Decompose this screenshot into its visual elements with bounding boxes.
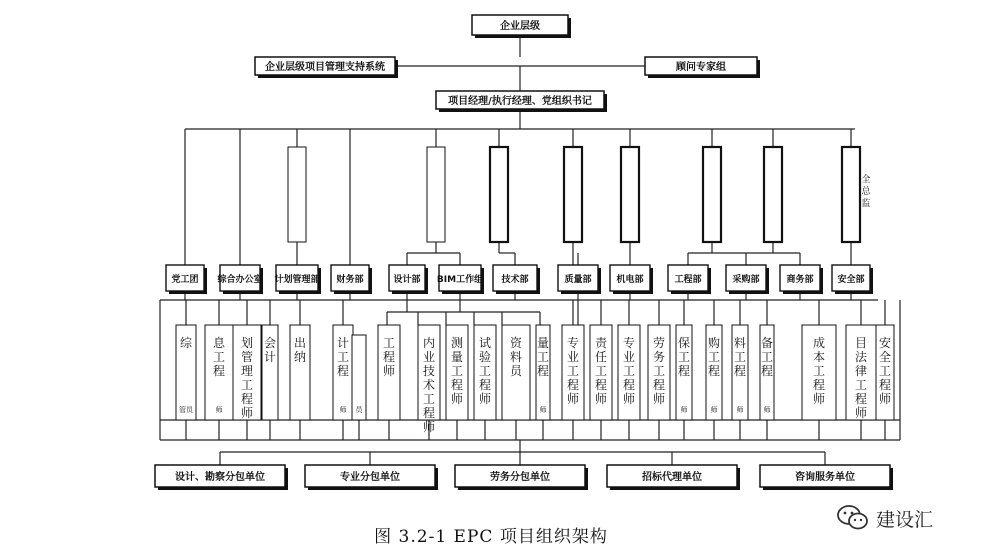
department-label-7: 技术部 — [501, 275, 529, 285]
role-label-17 — [653, 335, 665, 406]
role-label-16 — [623, 335, 635, 406]
role-label-6-char: 工 — [336, 350, 350, 364]
unit-label-4: 招标代理单位 — [642, 472, 702, 483]
role-label-18-char: 工 — [677, 350, 691, 364]
role-label-6-char: 计 — [336, 336, 350, 350]
role-label-9-char: 技 — [422, 364, 436, 378]
role-label-23-char: 程 — [854, 392, 868, 406]
role-label-14-char: 专 — [566, 336, 580, 350]
role-label-10-char: 工 — [450, 364, 464, 378]
role-label-23-char: 律 — [854, 364, 868, 378]
department-label-3: 计划管理部 — [274, 275, 320, 285]
role-label-16-char: 师 — [622, 392, 636, 406]
role-label-6 — [337, 335, 349, 378]
role-label-23-char: 师 — [854, 406, 868, 420]
role-label-9 — [423, 335, 435, 434]
role-label-24-char: 全 — [878, 350, 892, 364]
role-label-18-char: 程 — [677, 364, 691, 378]
role-label-24-char: 程 — [878, 378, 892, 392]
role-label-10-char: 测 — [450, 336, 464, 350]
role-label-15-char: 师 — [594, 392, 608, 406]
deputy-box-8 — [842, 147, 860, 242]
role-label-19-char: 程 — [707, 364, 721, 378]
role-label-12-char: 料 — [509, 350, 523, 364]
role-label-17-char: 务 — [652, 350, 666, 364]
department-label-11: 采购部 — [732, 275, 760, 285]
role-label-5-char: 纳 — [293, 350, 307, 364]
role-sub-7: 员 — [355, 406, 363, 414]
role-label-22-char: 程 — [812, 378, 826, 392]
role-label-3-char: 程 — [240, 392, 254, 406]
deputy-box-7 — [764, 147, 782, 242]
role-label-24-char: 安 — [878, 336, 892, 350]
role-label-6-char: 程 — [336, 364, 350, 378]
department-label-13: 安全部 — [837, 275, 865, 285]
department-label-5: 设计部 — [393, 275, 421, 285]
role-label-21-char: 备 — [760, 336, 774, 350]
role-label-3-char: 师 — [240, 406, 254, 420]
role-label-13-char: 量 — [536, 336, 550, 350]
role-label-15 — [595, 335, 608, 406]
department-label-12: 商务部 — [786, 275, 814, 285]
department-label-9: 机电部 — [616, 275, 644, 285]
role-label-14-char: 师 — [566, 392, 580, 406]
role-label-11 — [479, 336, 491, 406]
role-label-3 — [241, 335, 253, 420]
deputy-box-3 — [490, 147, 508, 242]
role-label-10 — [451, 336, 463, 406]
deputy-box-2 — [427, 147, 445, 242]
watermark — [836, 500, 976, 536]
role-label-9-char: 工 — [422, 392, 436, 406]
role-label-19 — [708, 335, 720, 378]
role-label-22-char: 工 — [812, 364, 826, 378]
role-label-11-char: 师 — [478, 392, 492, 406]
role-label-24-char: 工 — [878, 364, 892, 378]
role-label-9-char: 业 — [422, 350, 436, 364]
role-label-21-char: 程 — [760, 364, 774, 378]
department-label-8: 质量部 — [564, 275, 592, 285]
deputy-label-9-char: 全 — [861, 175, 871, 185]
role-label-16-char: 程 — [622, 378, 636, 392]
role-label-22 — [813, 335, 825, 406]
role-sub-21: 师 — [763, 406, 771, 414]
role-label-21-char: 工 — [760, 350, 774, 364]
role-label-22-char: 师 — [812, 392, 826, 406]
role-label-1 — [180, 335, 193, 350]
role-label-9-char: 内 — [422, 336, 436, 350]
role-label-8-char: 工 — [382, 336, 396, 350]
role-label-9-char: 程 — [422, 406, 436, 420]
role-label-5 — [294, 335, 306, 364]
role-label-16-char: 专 — [622, 336, 636, 350]
role-label-19-char: 工 — [707, 350, 721, 364]
role-label-24-char: 师 — [878, 392, 892, 406]
role-label-9-char: 师 — [422, 420, 436, 434]
role-label-23-char: 法 — [854, 350, 868, 364]
role-label-2-char: 程 — [212, 364, 226, 378]
unit-label-1: 设计、勘察分包单位 — [175, 472, 265, 483]
role-label-21 — [761, 336, 773, 378]
unit-label-3: 劳务分包单位 — [490, 472, 550, 483]
deputy-box-4 — [564, 147, 582, 242]
role-label-3-char: 划 — [240, 336, 254, 350]
role-label-11-char: 工 — [478, 364, 492, 378]
role-sub-2: 师 — [215, 406, 223, 414]
role-label-14 — [567, 335, 579, 406]
role-label-4-char: 计 — [263, 350, 277, 364]
expert-group-label: 顾问专家组 — [676, 62, 726, 73]
role-label-20 — [734, 335, 746, 378]
wechat-icon — [836, 503, 870, 533]
role-label-15-char: 任 — [594, 350, 608, 364]
role-label-17-char: 师 — [652, 392, 666, 406]
role-label-10-char: 师 — [450, 392, 464, 406]
role-label-17-char: 劳 — [652, 336, 666, 350]
role-label-20-char: 工 — [733, 350, 747, 364]
role-label-12-char: 员 — [509, 364, 523, 378]
role-label-17-char: 程 — [652, 378, 666, 392]
role-label-18-char: 保 — [677, 336, 691, 350]
role-label-23-char: 目 — [854, 336, 868, 350]
role-label-8 — [383, 336, 395, 378]
role-label-14-char: 工 — [566, 364, 580, 378]
role-label-3-char: 管 — [240, 350, 254, 364]
role-label-19-char: 购 — [707, 336, 721, 350]
role-label-10-char: 程 — [450, 378, 464, 392]
role-label-2 — [213, 336, 226, 378]
role-label-12-char: 资 — [509, 336, 523, 350]
figure-caption: 图 3.2-1 EPC 项目组织架构 — [374, 527, 608, 547]
role-sub-1: 管员 — [179, 406, 193, 414]
role-label-23 — [855, 336, 868, 420]
role-label-5-char: 出 — [293, 336, 307, 350]
deputy-label-9 — [861, 173, 871, 209]
role-label-15-char: 责 — [594, 336, 608, 350]
role-label-3-char: 工 — [240, 378, 254, 392]
role-label-20-char: 程 — [733, 364, 747, 378]
deputy-box-1 — [288, 147, 306, 242]
role-label-3-char: 理 — [240, 364, 254, 378]
role-label-13-char: 工 — [536, 350, 550, 364]
role-label-11-char: 试 — [478, 336, 492, 350]
manager-label: 项目经理/执行经理、党组织书记 — [448, 96, 592, 107]
role-label-1-char: 综 — [179, 336, 193, 350]
role-label-2-char: 工 — [212, 350, 226, 364]
role-sub-6: 师 — [339, 406, 347, 414]
department-label-1: 党工团 — [171, 275, 199, 285]
role-label-8-char: 程 — [382, 350, 396, 364]
watermark-text: 建设汇 — [876, 508, 934, 531]
role-label-22-char: 本 — [812, 350, 826, 364]
role-label-2-char: 息 — [212, 336, 226, 350]
role-label-15-char: 工 — [594, 364, 608, 378]
deputy-label-9-char: 监 — [861, 199, 871, 209]
role-label-14-char: 业 — [566, 350, 580, 364]
role-label-4 — [264, 336, 276, 364]
role-label-23-char: 工 — [854, 378, 868, 392]
unit-label-5: 咨询服务单位 — [795, 472, 855, 483]
department-label-6: BIM工作组 — [436, 275, 484, 285]
role-label-11-char: 程 — [478, 378, 492, 392]
role-label-8-char: 师 — [382, 364, 396, 378]
deputy-box-5 — [621, 147, 639, 242]
role-label-17-char: 工 — [652, 364, 666, 378]
role-label-20-char: 料 — [733, 336, 747, 350]
enterprise-label: 企业层级 — [500, 21, 540, 32]
role-label-12 — [510, 335, 523, 378]
role-label-13-char: 程 — [536, 364, 550, 378]
role-label-10-char: 量 — [450, 350, 464, 364]
role-sub-20: 师 — [736, 406, 744, 414]
role-label-14-char: 程 — [566, 378, 580, 392]
role-label-22-char: 成 — [812, 336, 826, 350]
role-sub-19: 师 — [710, 406, 718, 414]
role-sub-18: 师 — [680, 406, 688, 414]
department-label-2: 综合办公室 — [217, 275, 263, 285]
role-label-18 — [678, 336, 690, 378]
role-label-16-char: 业 — [622, 350, 636, 364]
role-label-9-char: 术 — [422, 378, 436, 392]
role-label-4-char: 会 — [263, 336, 277, 350]
role-label-24 — [879, 335, 891, 406]
unit-label-2: 专业分包单位 — [340, 472, 400, 483]
role-label-16-char: 工 — [622, 364, 636, 378]
role-label-13 — [537, 336, 549, 378]
department-label-10: 工程部 — [674, 275, 702, 285]
deputy-box-6 — [703, 147, 721, 242]
role-label-11-char: 验 — [478, 350, 492, 364]
department-label-4: 财务部 — [336, 275, 364, 285]
deputy-label-9-char: 总 — [861, 187, 871, 197]
role-label-15-char: 程 — [594, 378, 608, 392]
role-sub-13: 师 — [539, 406, 547, 414]
support-system-label: 企业层级项目管理支持系统 — [265, 62, 385, 73]
